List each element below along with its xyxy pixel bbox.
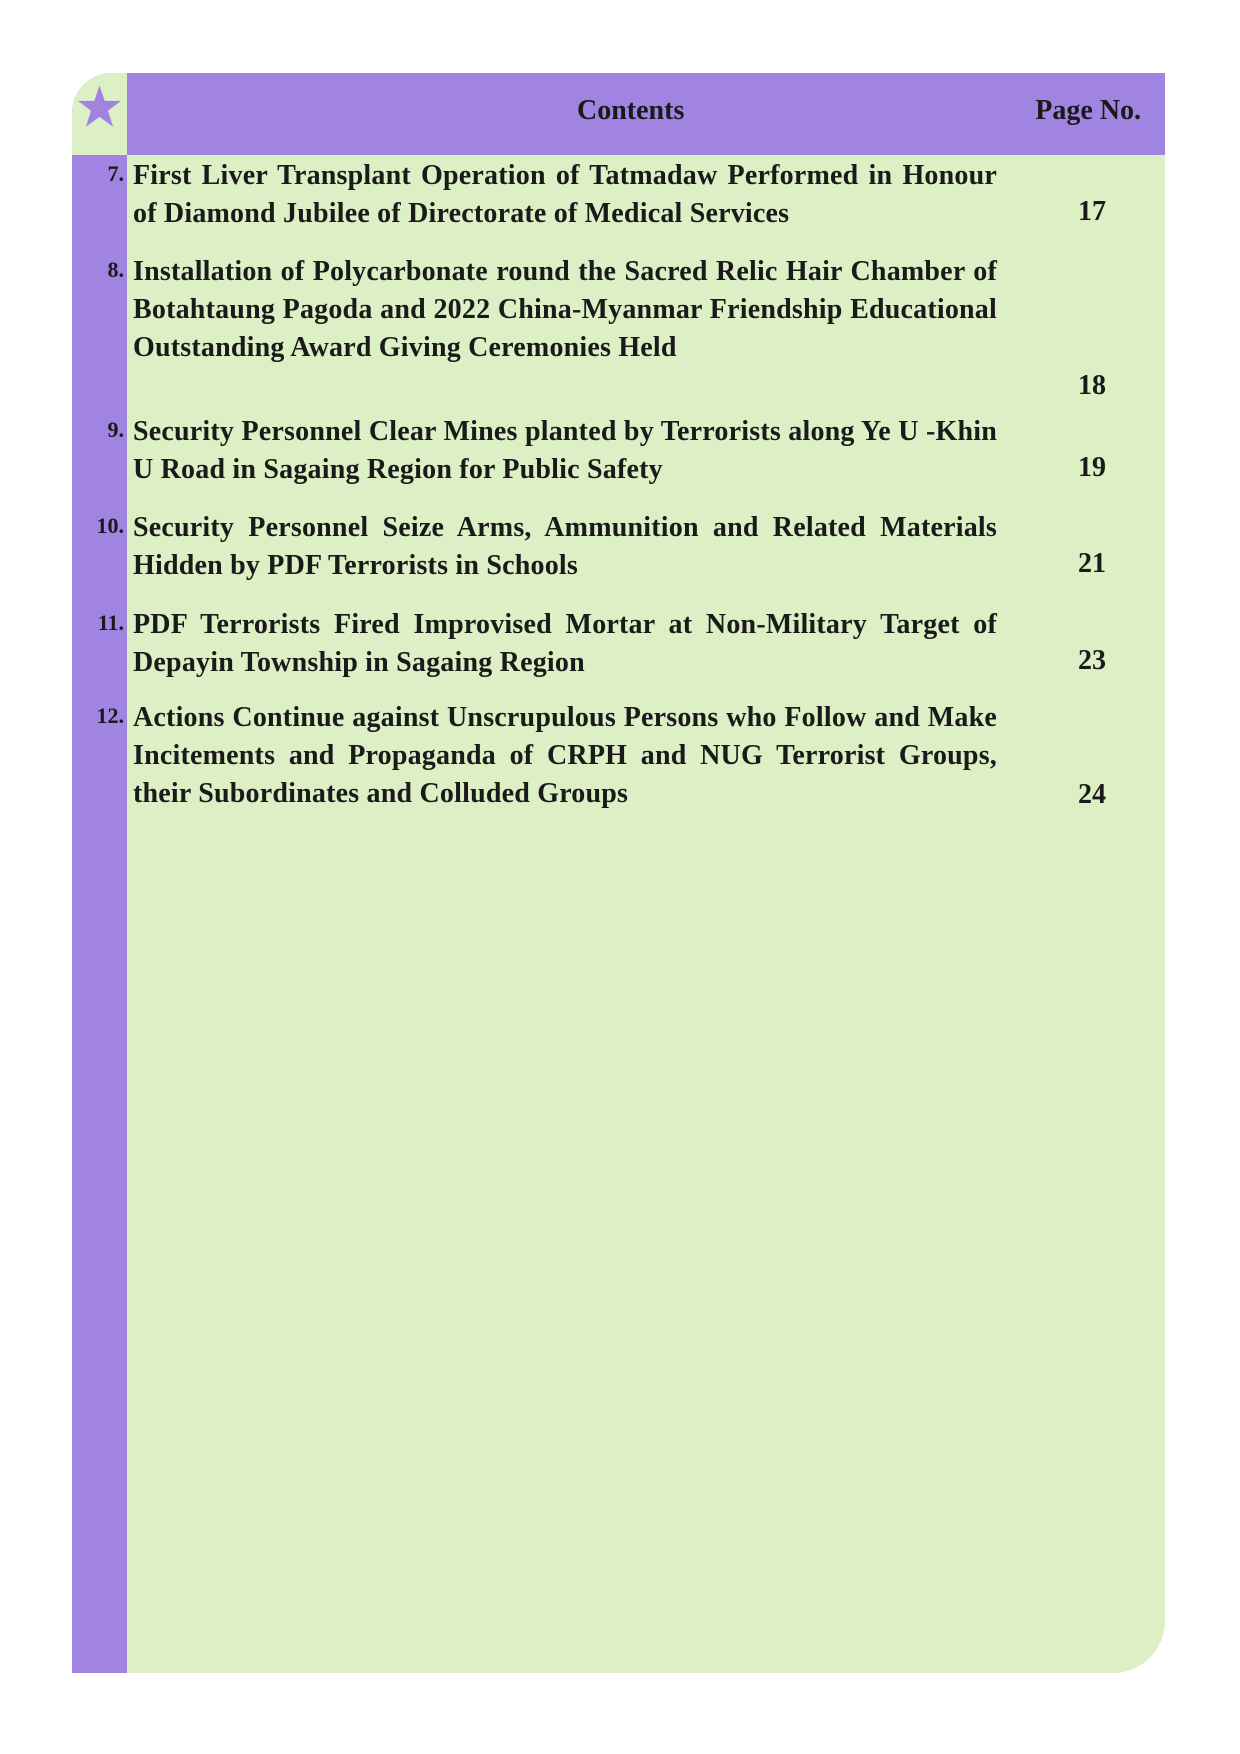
entry-number: 7. (107, 161, 124, 186)
entry-title: Security Personnel Clear Mines planted by Terrorists along Ye U -Khin U Road in Sagaing Region for Public Safety (133, 416, 997, 485)
entry-page-number: 18 (1078, 370, 1106, 401)
contents-panel (72, 73, 1165, 1673)
entry-page-number: 17 (1078, 196, 1106, 227)
entry-number: 9. (107, 417, 124, 442)
entry-page-number: 19 (1078, 452, 1106, 483)
entry-title: Installation of Polycarbonate round the Sacred Relic Hair Chamber of Botahtaung Pagoda and 2022 China-Myanmar Friendship Educational Outstanding Award Giving Ceremonies Held (133, 256, 997, 363)
contents-header (127, 73, 1165, 155)
entry-number: 10. (96, 513, 124, 538)
star-cell (72, 73, 127, 155)
header-contents-label: Contents (577, 95, 685, 126)
entry-number: 11. (97, 610, 124, 635)
entry-title: Security Personnel Seize Arms, Ammunition and Related Materials Hidden by PDF Terrorists in Schools (133, 512, 997, 581)
entry-page-number: 21 (1078, 548, 1106, 579)
entry-title: Actions Continue against Unscrupulous Persons who Follow and Make Incitements and Propaganda of CRPH and NUG Terrorist Groups, their Subordinates and Colluded Groups (133, 702, 997, 809)
entry-number: 8. (107, 257, 124, 282)
entry-page-number: 24 (1078, 779, 1106, 810)
header-page-label: Page No. (1035, 95, 1141, 126)
entry-page-number: 23 (1078, 645, 1106, 676)
entry-title: PDF Terrorists Fired Improvised Mortar at Non-Military Target of Depayin Township in Sagaing Region (133, 609, 997, 678)
star-icon (76, 81, 123, 133)
entry-title: First Liver Transplant Operation of Tatmadaw Performed in Honour of Diamond Jubilee of Directorate of Medical Services (133, 160, 997, 229)
entry-number: 12. (96, 703, 124, 728)
number-column (72, 73, 127, 1673)
